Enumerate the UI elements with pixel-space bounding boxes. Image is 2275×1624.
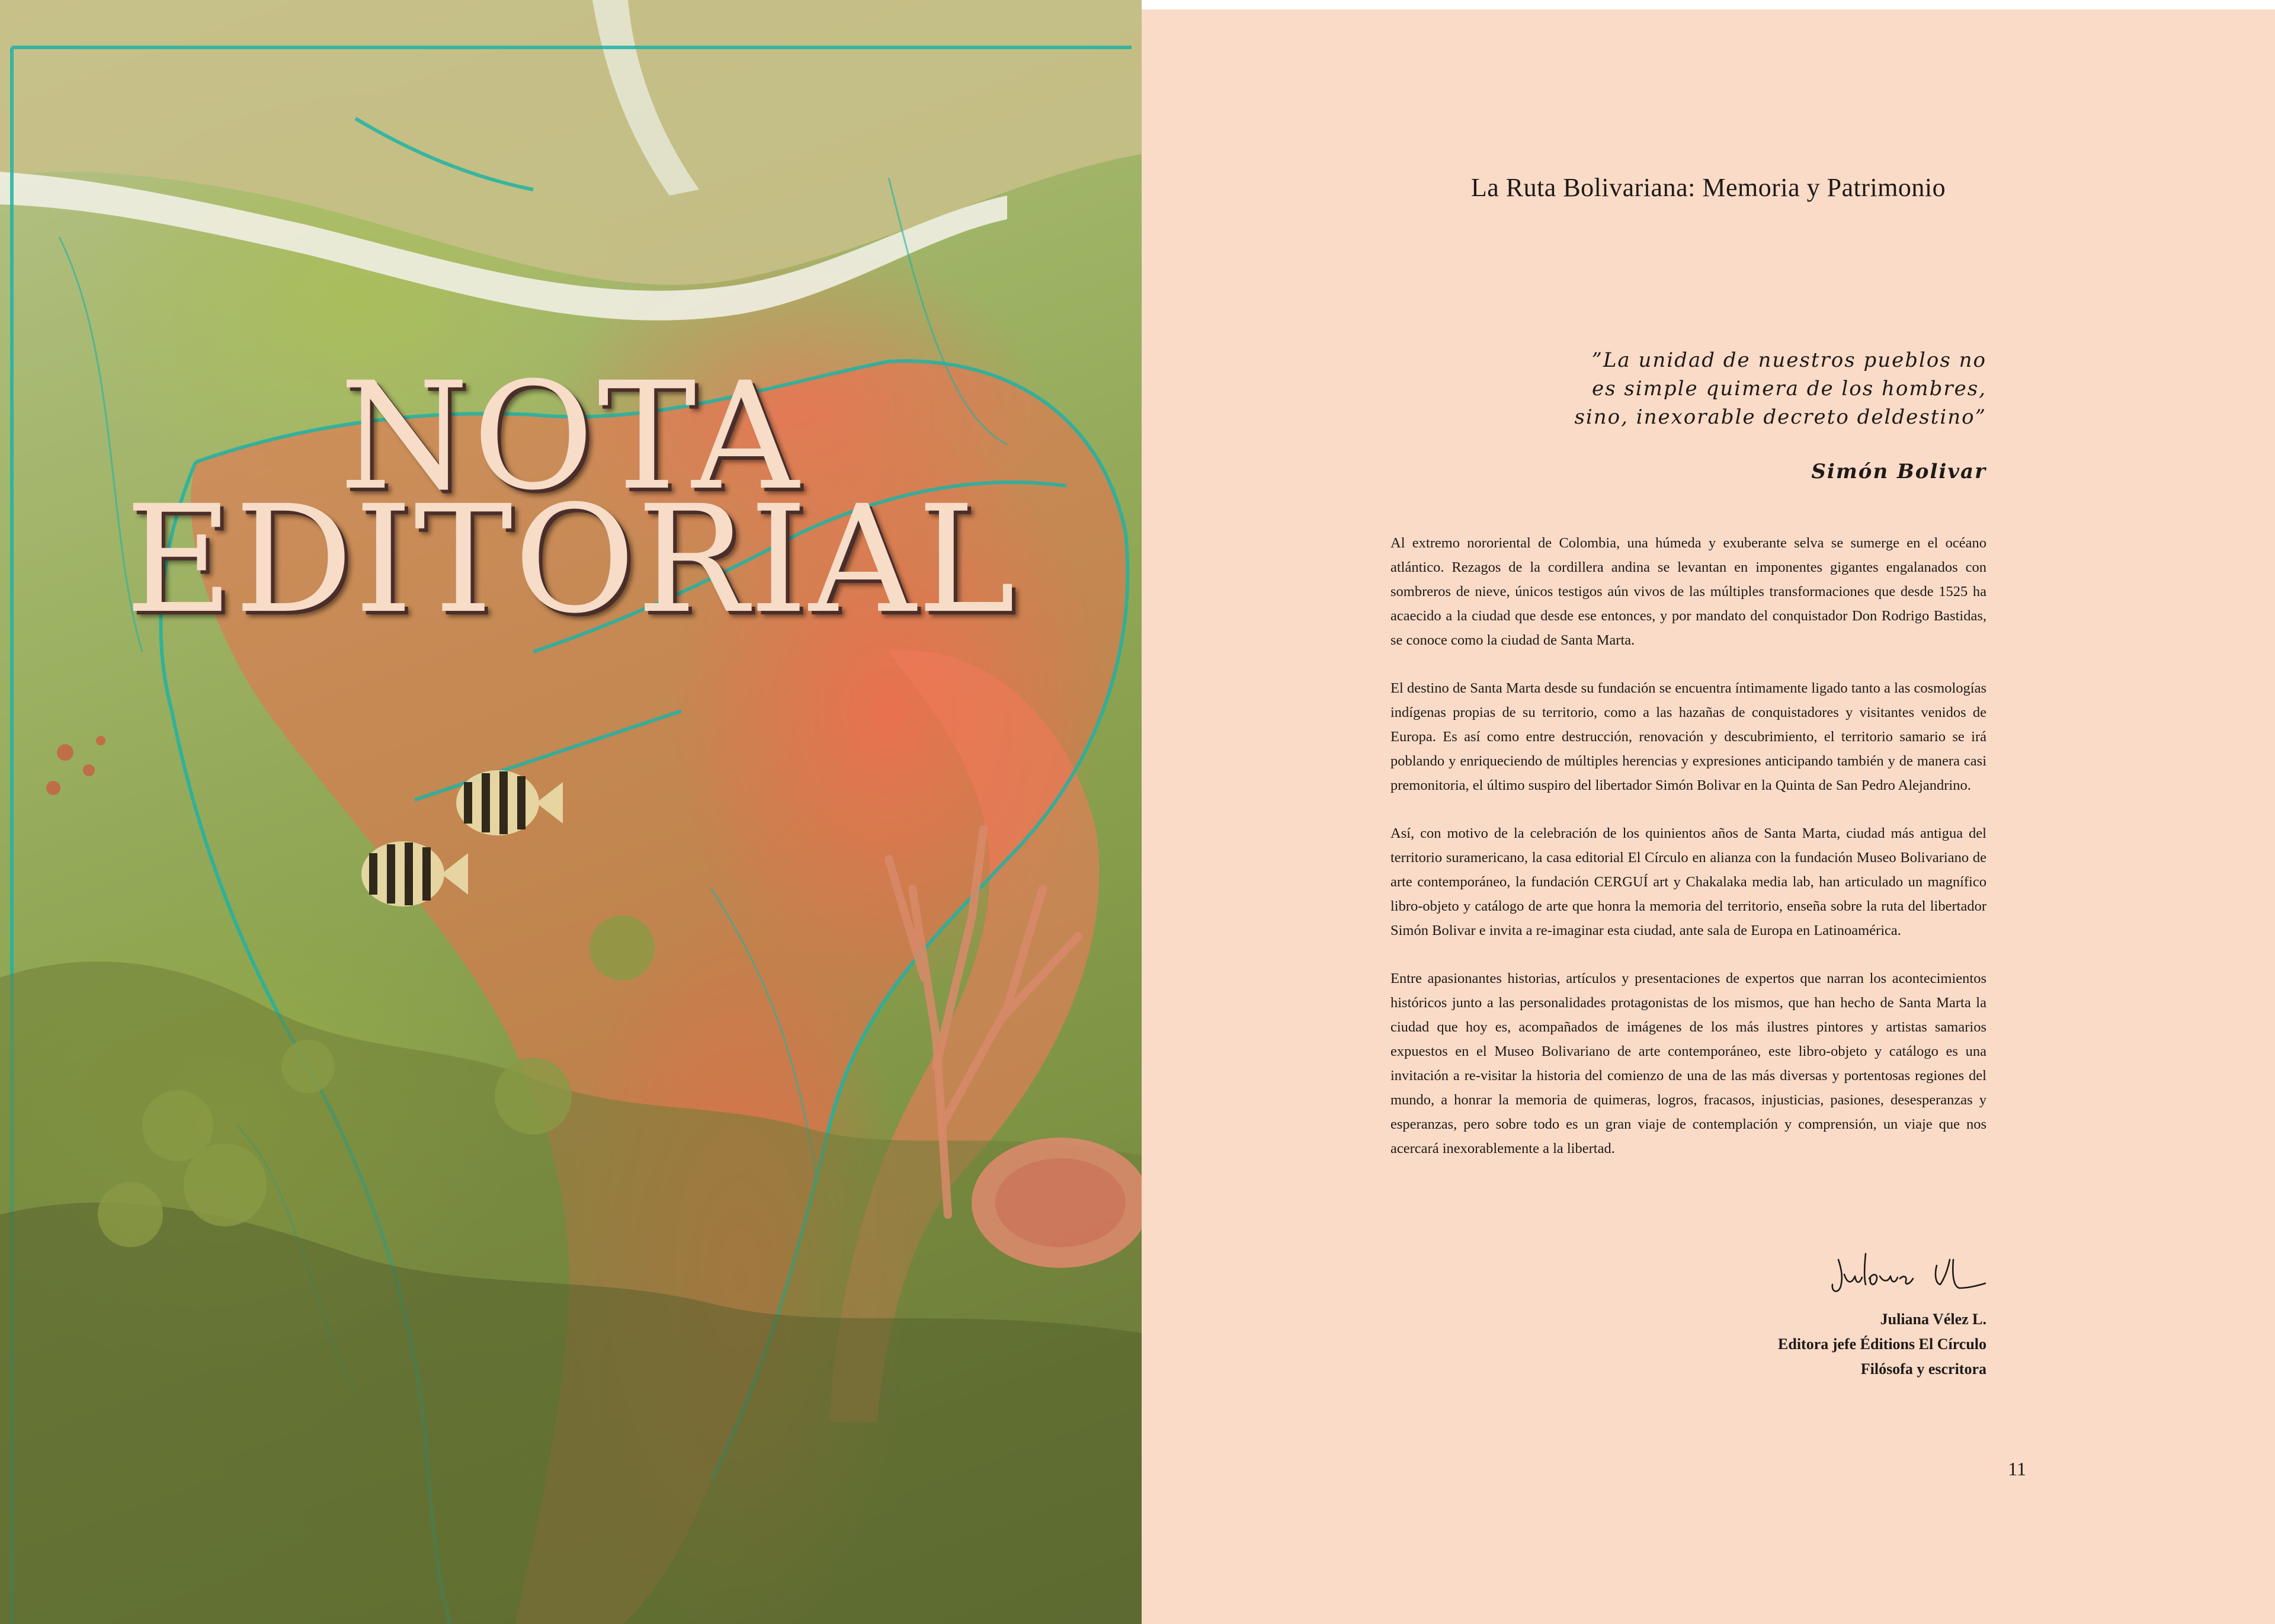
page-heading: La Ruta Bolivariana: Memoria y Patrimonio — [1470, 173, 1946, 202]
page-number: 11 — [2008, 1458, 2026, 1479]
editorial-page — [1142, 9, 2275, 1624]
quote-line: ”La unidad de nuestros pueblos no — [1591, 348, 1986, 372]
paragraph: El destino de Santa Marta desde su fundación se encuentra íntimamente ligado tanto a las cosmologías indígenas propias de su territorio, como a las hazañas de conquistadores y visitantes venidos de Europa. Es así como entre destrucción, renovación y descubrimiento, el territorio samario se irá poblando y enriqueciendo de múltiples herencias y expresiones anticipando también y de manera casi premonitoria, el último suspiro del libertador Simón Bolivar en la Quinta de San Pedro Alejandrino. — [1390, 680, 1986, 793]
quote-author: Simón Bolivar — [1811, 460, 1986, 483]
paragraph: Entre apasionantes historias, artículos y presentaciones de expertos que narran los acontecimientos históricos junto a las personalidades protagonistas de los mismos, que han hecho de Santa Marta la ciudad que hoy es, acompañados de imágenes de los más ilustres pintores y artistas samarios expuestos en el Museo Bolivariano de arte contemporáneo, este libro-objeto y catálogo es una invitación a re-visitar la historia del comienzo de una de las más diversas y portentosas regiones del mundo, a honrar la memoria de quimeras, logros, fracasos, injusticias, pasiones, desesperanzas y esperanzas, pero sobre todo es un gran viaje de contemplación y comprensión, un viaje que nos acercará inexorablemente a la libertad. — [1390, 970, 1986, 1157]
handwritten-signature — [1827, 1242, 1986, 1301]
top-margin-strip — [1142, 0, 2275, 9]
quote-line: es simple quimera de los hombres, — [1591, 377, 1986, 401]
signatory-name: Juliana Vélez L. — [1880, 1311, 1986, 1328]
body-text — [1390, 531, 1986, 1184]
epigraph-quote — [1574, 346, 1986, 431]
artwork-title-line1: NOTA — [339, 350, 803, 523]
artwork-title-line2: EDITORIAL — [125, 473, 1017, 646]
paragraph: Así, con motivo de la celebración de los quinientos años de Santa Marta, ciudad más antigua del territorio suramericano, la casa editorial El Círculo en alianza con la fundación Museo Bolivariano de arte contemporáneo, la fundación CERGUÍ art y Chakalaka media lab, han articulado un magnífico libro-objeto y catálogo de arte que honra la memoria del territorio, enseña sobre la ruta del libertador Simón Bolivar e invita a re-imaginar esta ciudad, ante sala de Europa en Latinoamérica. — [1390, 825, 1986, 938]
quote-line: sino, inexorable decreto deldestino” — [1574, 405, 1986, 429]
signatory-role: Editora jefe Éditions El Círculo — [1778, 1335, 1986, 1353]
paragraph: Al extremo nororiental de Colombia, una húmeda y exuberante selva se sumerge en el océano atlántico. Rezagos de la cordillera andina se levantan en imponentes gigantes engalanados con sombreros de nieve, únicos testigos aún vivos de las múltiples transformaciones que desde 1525 ha acaecido a la ciudad que desde ese entonces, y por mandato del conquistador Don Rodrigo Bastidas, se conoce como la ciudad de Santa Marta. — [1390, 535, 1986, 648]
signatory-role: Filósofa y escritora — [1860, 1360, 1986, 1378]
signature-block — [1778, 1307, 1986, 1382]
